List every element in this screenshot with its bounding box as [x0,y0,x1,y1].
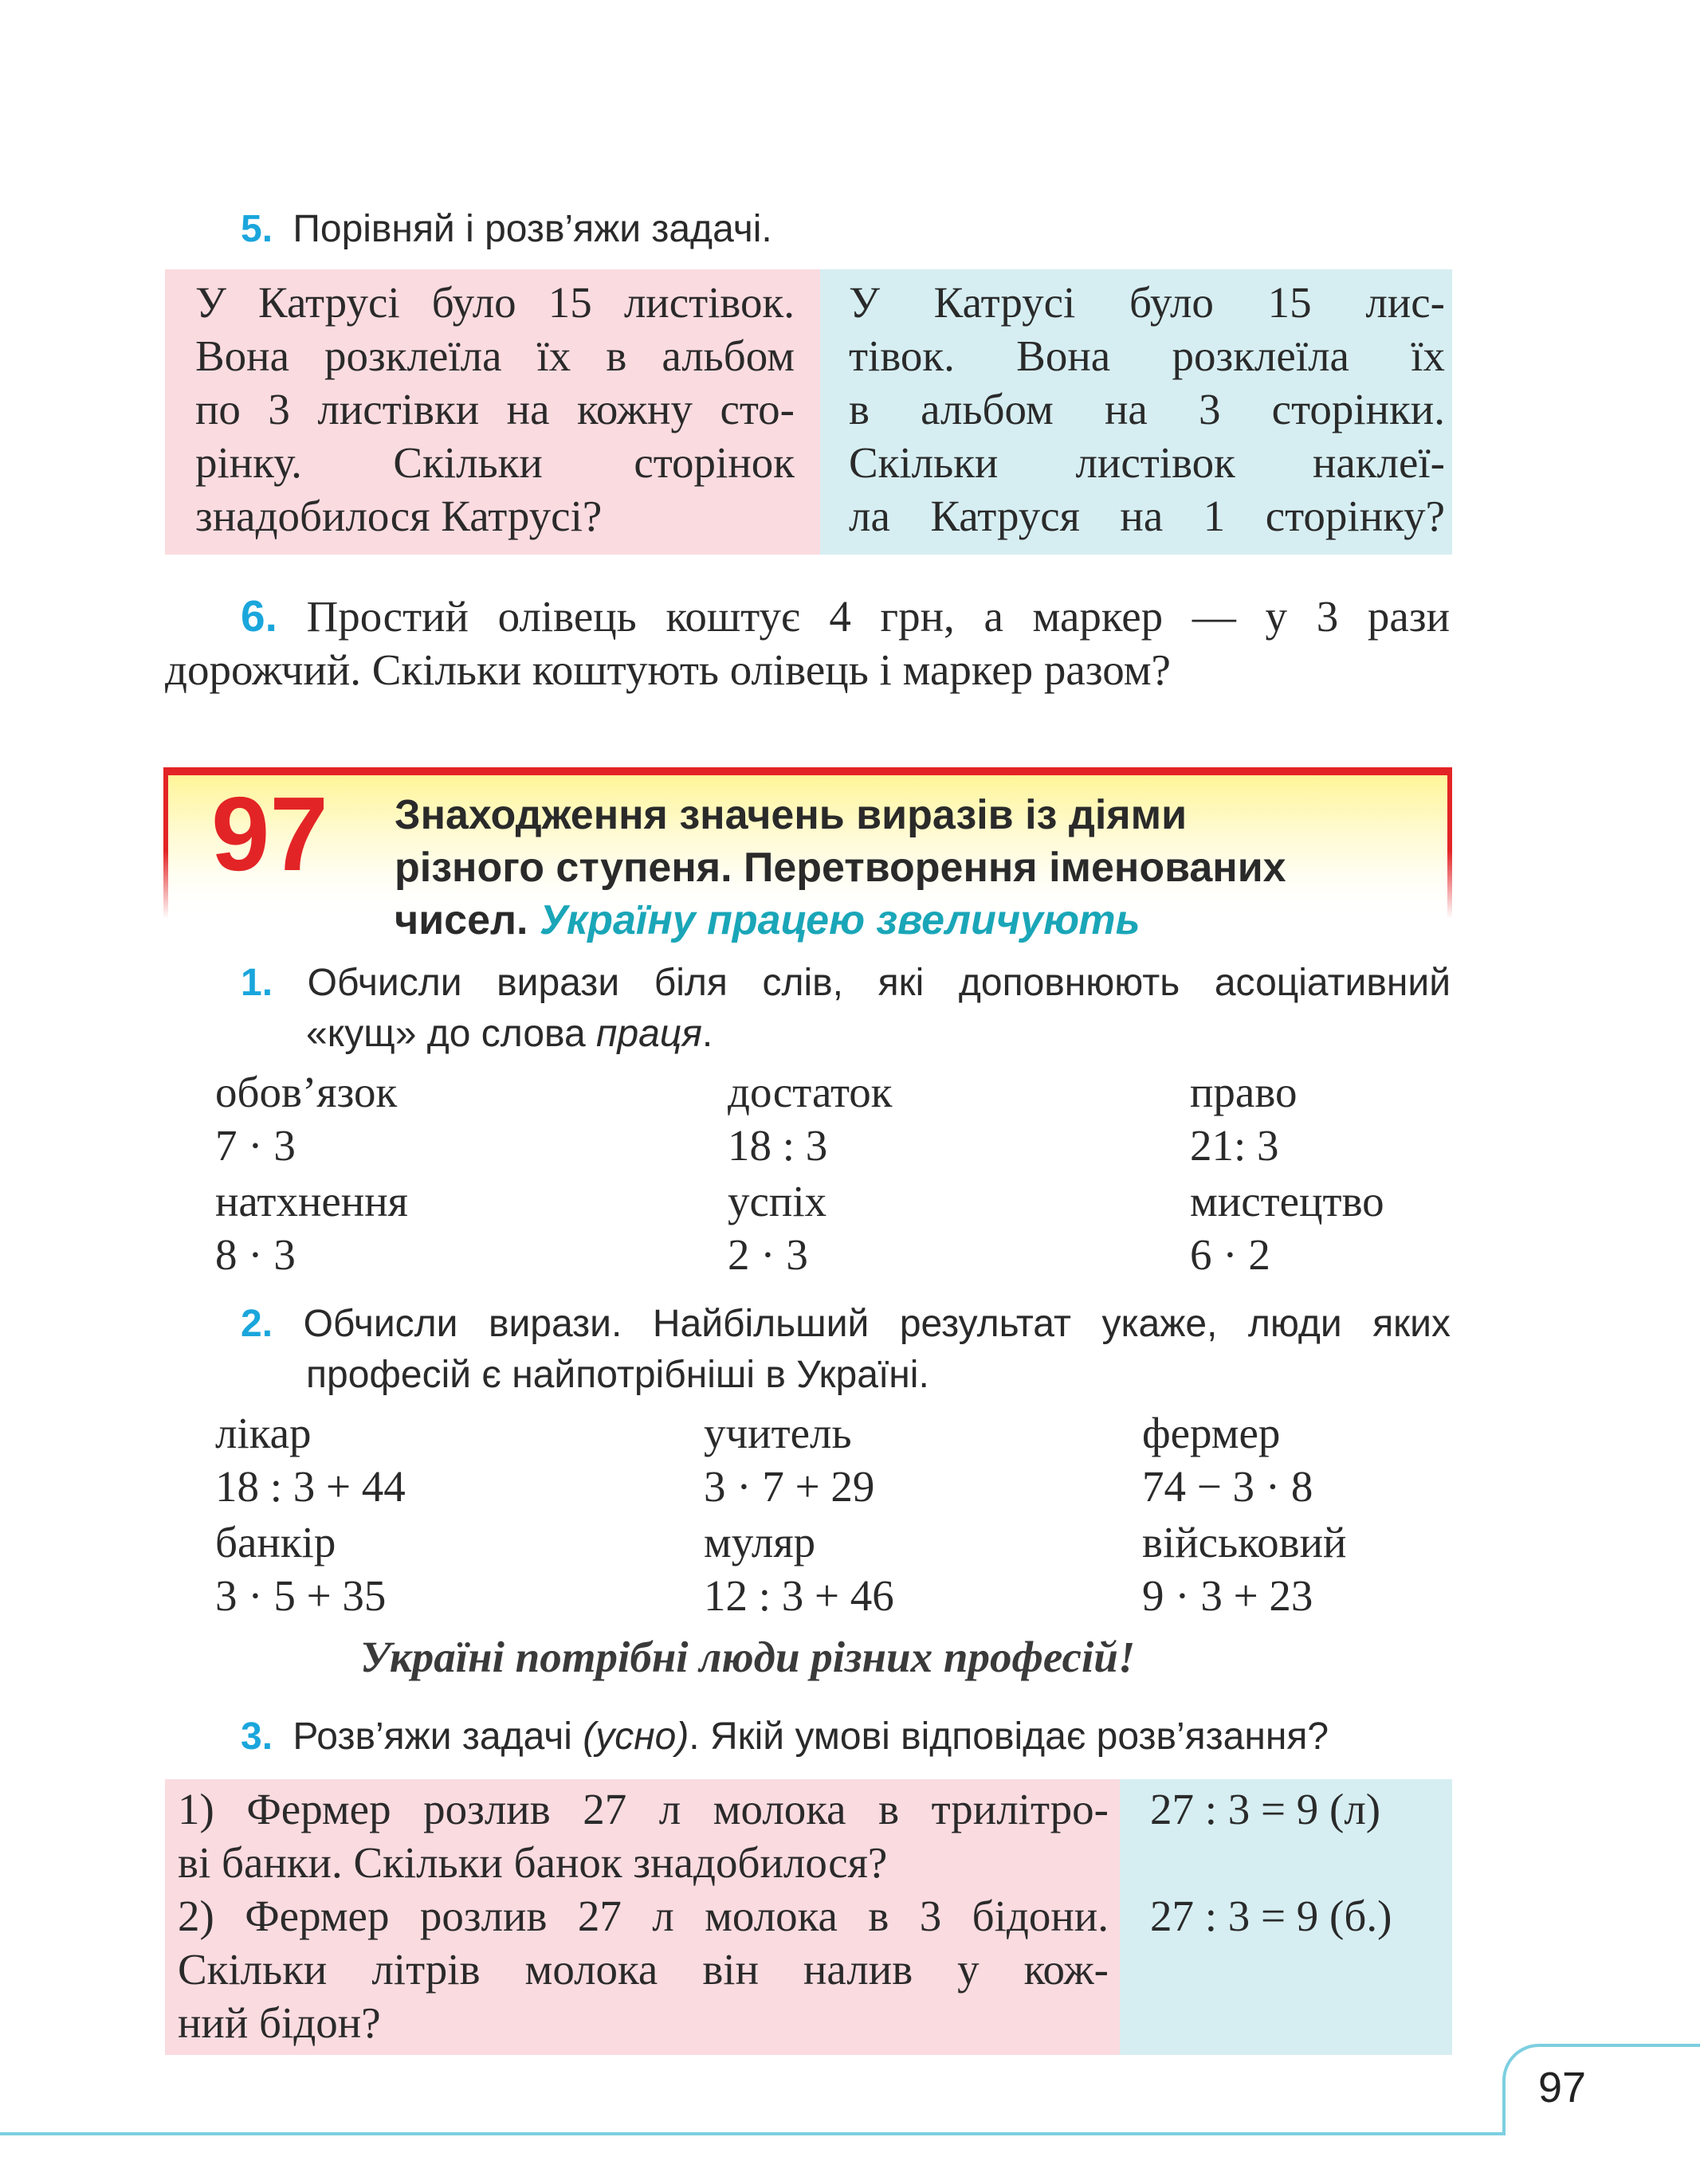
task5-right-line: тівок. Вона розклеїла їх [849,331,1445,380]
task2-number: 2. [241,1303,273,1345]
task5-text: Порівняй і розв’яжи задачі. [292,208,772,250]
task1-line1: Обчисли вирази біля слів, які доповнюють асоціативний [307,962,1451,1004]
lesson-title-line2: різного ступеня. Перетворення іменованих [395,845,1286,891]
task2-word: муляр [704,1518,816,1566]
task3-problems-box [165,1779,1120,2055]
task1-expr: 6 · 2 [1190,1230,1270,1279]
task1-word: обов’язок [215,1068,398,1116]
task1-item [728,1174,826,1281]
task5-right-line: Скільки листівок наклеї- [849,438,1445,487]
task2-word: фермер [1142,1409,1281,1457]
task1-item [728,1065,893,1172]
task1-line2-word: праця [596,1013,702,1055]
footer-line [0,2132,1700,2135]
task1-item [215,1065,397,1172]
task1-expr: 18 : 3 [728,1121,828,1170]
lesson-title-line3: чисел. [395,897,528,943]
task2-expr: 3 · 7 + 29 [704,1462,875,1511]
task1-item [1190,1174,1384,1281]
task3-problem2-line: Скільки літрів молока він налив у кож- [178,1945,1109,1994]
task3-text-post: . Якій умові відповідає розв’язання? [689,1715,1329,1758]
task2-line2: професій є найпотрібніші в Україні. [306,1354,929,1396]
lesson-subtitle: Україну працею звеличують [539,897,1141,943]
task3-solutions-box [1120,1779,1452,2055]
task2-word: лікар [215,1409,312,1457]
task1-header [241,958,1451,1060]
task2-expr: 12 : 3 + 46 [704,1571,894,1620]
task5-left-line: по 3 листівки на кожну сто- [195,385,795,433]
task5-right-line: У Катрусі було 15 лис- [849,278,1445,327]
task1-line2-pre: «кущ» до слова [306,1013,597,1055]
task2-grid [215,1406,1459,1621]
task1-item [215,1174,408,1281]
task1-expr: 8 · 3 [215,1230,296,1279]
task5-number: 5. [241,208,273,250]
task1-item [1190,1065,1297,1172]
task2-word: учитель [704,1409,852,1457]
task2-item [1142,1515,1346,1622]
task6-line2: дорожчий. Скільки коштують олівець і маркер разом? [165,645,1171,694]
task5-left-line: знадобилося Катрусі? [195,492,603,540]
task1-expr: 7 · 3 [215,1121,296,1170]
task1-word: натхнення [215,1177,408,1225]
task2-expr: 74 − 3 · 8 [1142,1462,1313,1511]
page-number: 97 [1538,2064,1587,2111]
task2-expr: 3 · 5 + 35 [215,1571,387,1620]
task5-right-line: в альбом на 3 сторінки. [849,385,1445,433]
task5-left-line: У Катрусі було 15 листівок. [195,278,795,327]
task3-problem2-line: 2) Фермер розлив 27 л молока в 3 бідони. [178,1892,1109,1940]
task2-item [215,1406,406,1513]
task6 [165,590,1450,696]
task3-problem1-line: ві банки. Скільки банок знадобилося? [178,1838,888,1887]
task2-item [1142,1406,1313,1513]
task5-right-line: ла Катруся на 1 сторінку? [849,492,1445,540]
task3-problem2-line: ний бідон? [178,1998,381,2047]
lesson-title-line1: Знаходження значень виразів із діями [395,792,1188,838]
task1-expr: 2 · 3 [728,1230,808,1279]
task2-motto: Україні потрібні люди різних професій! [360,1633,1136,1681]
task2-item [704,1515,894,1622]
task1-number: 1. [241,962,273,1004]
task2-expr: 18 : 3 + 44 [215,1462,406,1511]
task5-left-line: рінку. Скільки сторінок [195,438,795,487]
task3-header [241,1712,1329,1762]
task1-word: право [1190,1068,1298,1116]
task1-word: достаток [728,1068,893,1116]
page-number-tab [1502,2044,1700,2135]
task1-expr: 21: 3 [1190,1121,1279,1170]
task3-solution2: 27 : 3 = 9 (б.) [1150,1892,1392,1940]
lesson-title [395,789,1286,947]
task5-left-line: Вона розклеїла їх в альбом [195,331,795,380]
task1-grid [215,1065,1459,1280]
lesson-number: 97 [211,775,328,892]
task6-line1: Простий олівець коштує 4 грн, а маркер — у 3 рази [306,592,1451,641]
task3-problem1-line: 1) Фермер розлив 27 л молока в трилітро- [178,1785,1109,1833]
task5-header [241,204,772,255]
task2-word: військовий [1142,1518,1347,1566]
task2-word: банкір [215,1518,336,1566]
task3-text-italic: (усно) [583,1715,689,1758]
task2-item [704,1406,874,1513]
task2-header [241,1299,1451,1401]
task1-word: мистецтво [1190,1177,1384,1225]
task5-left-box [165,269,820,555]
task1-word: успіх [728,1177,827,1225]
task2-line1: Обчисли вирази. Найбільший результат укаже, люди яких [303,1303,1451,1345]
task2-item [215,1515,386,1622]
task3-solution1: 27 : 3 = 9 (л) [1150,1785,1381,1833]
task2-expr: 9 · 3 + 23 [1142,1571,1313,1620]
task3-number: 3. [241,1715,273,1758]
task5-right-box [820,269,1452,555]
task3-text-pre: Розв’яжи задачі [292,1715,583,1758]
task6-number: 6. [241,591,277,641]
task1-line2-post: . [701,1013,713,1055]
